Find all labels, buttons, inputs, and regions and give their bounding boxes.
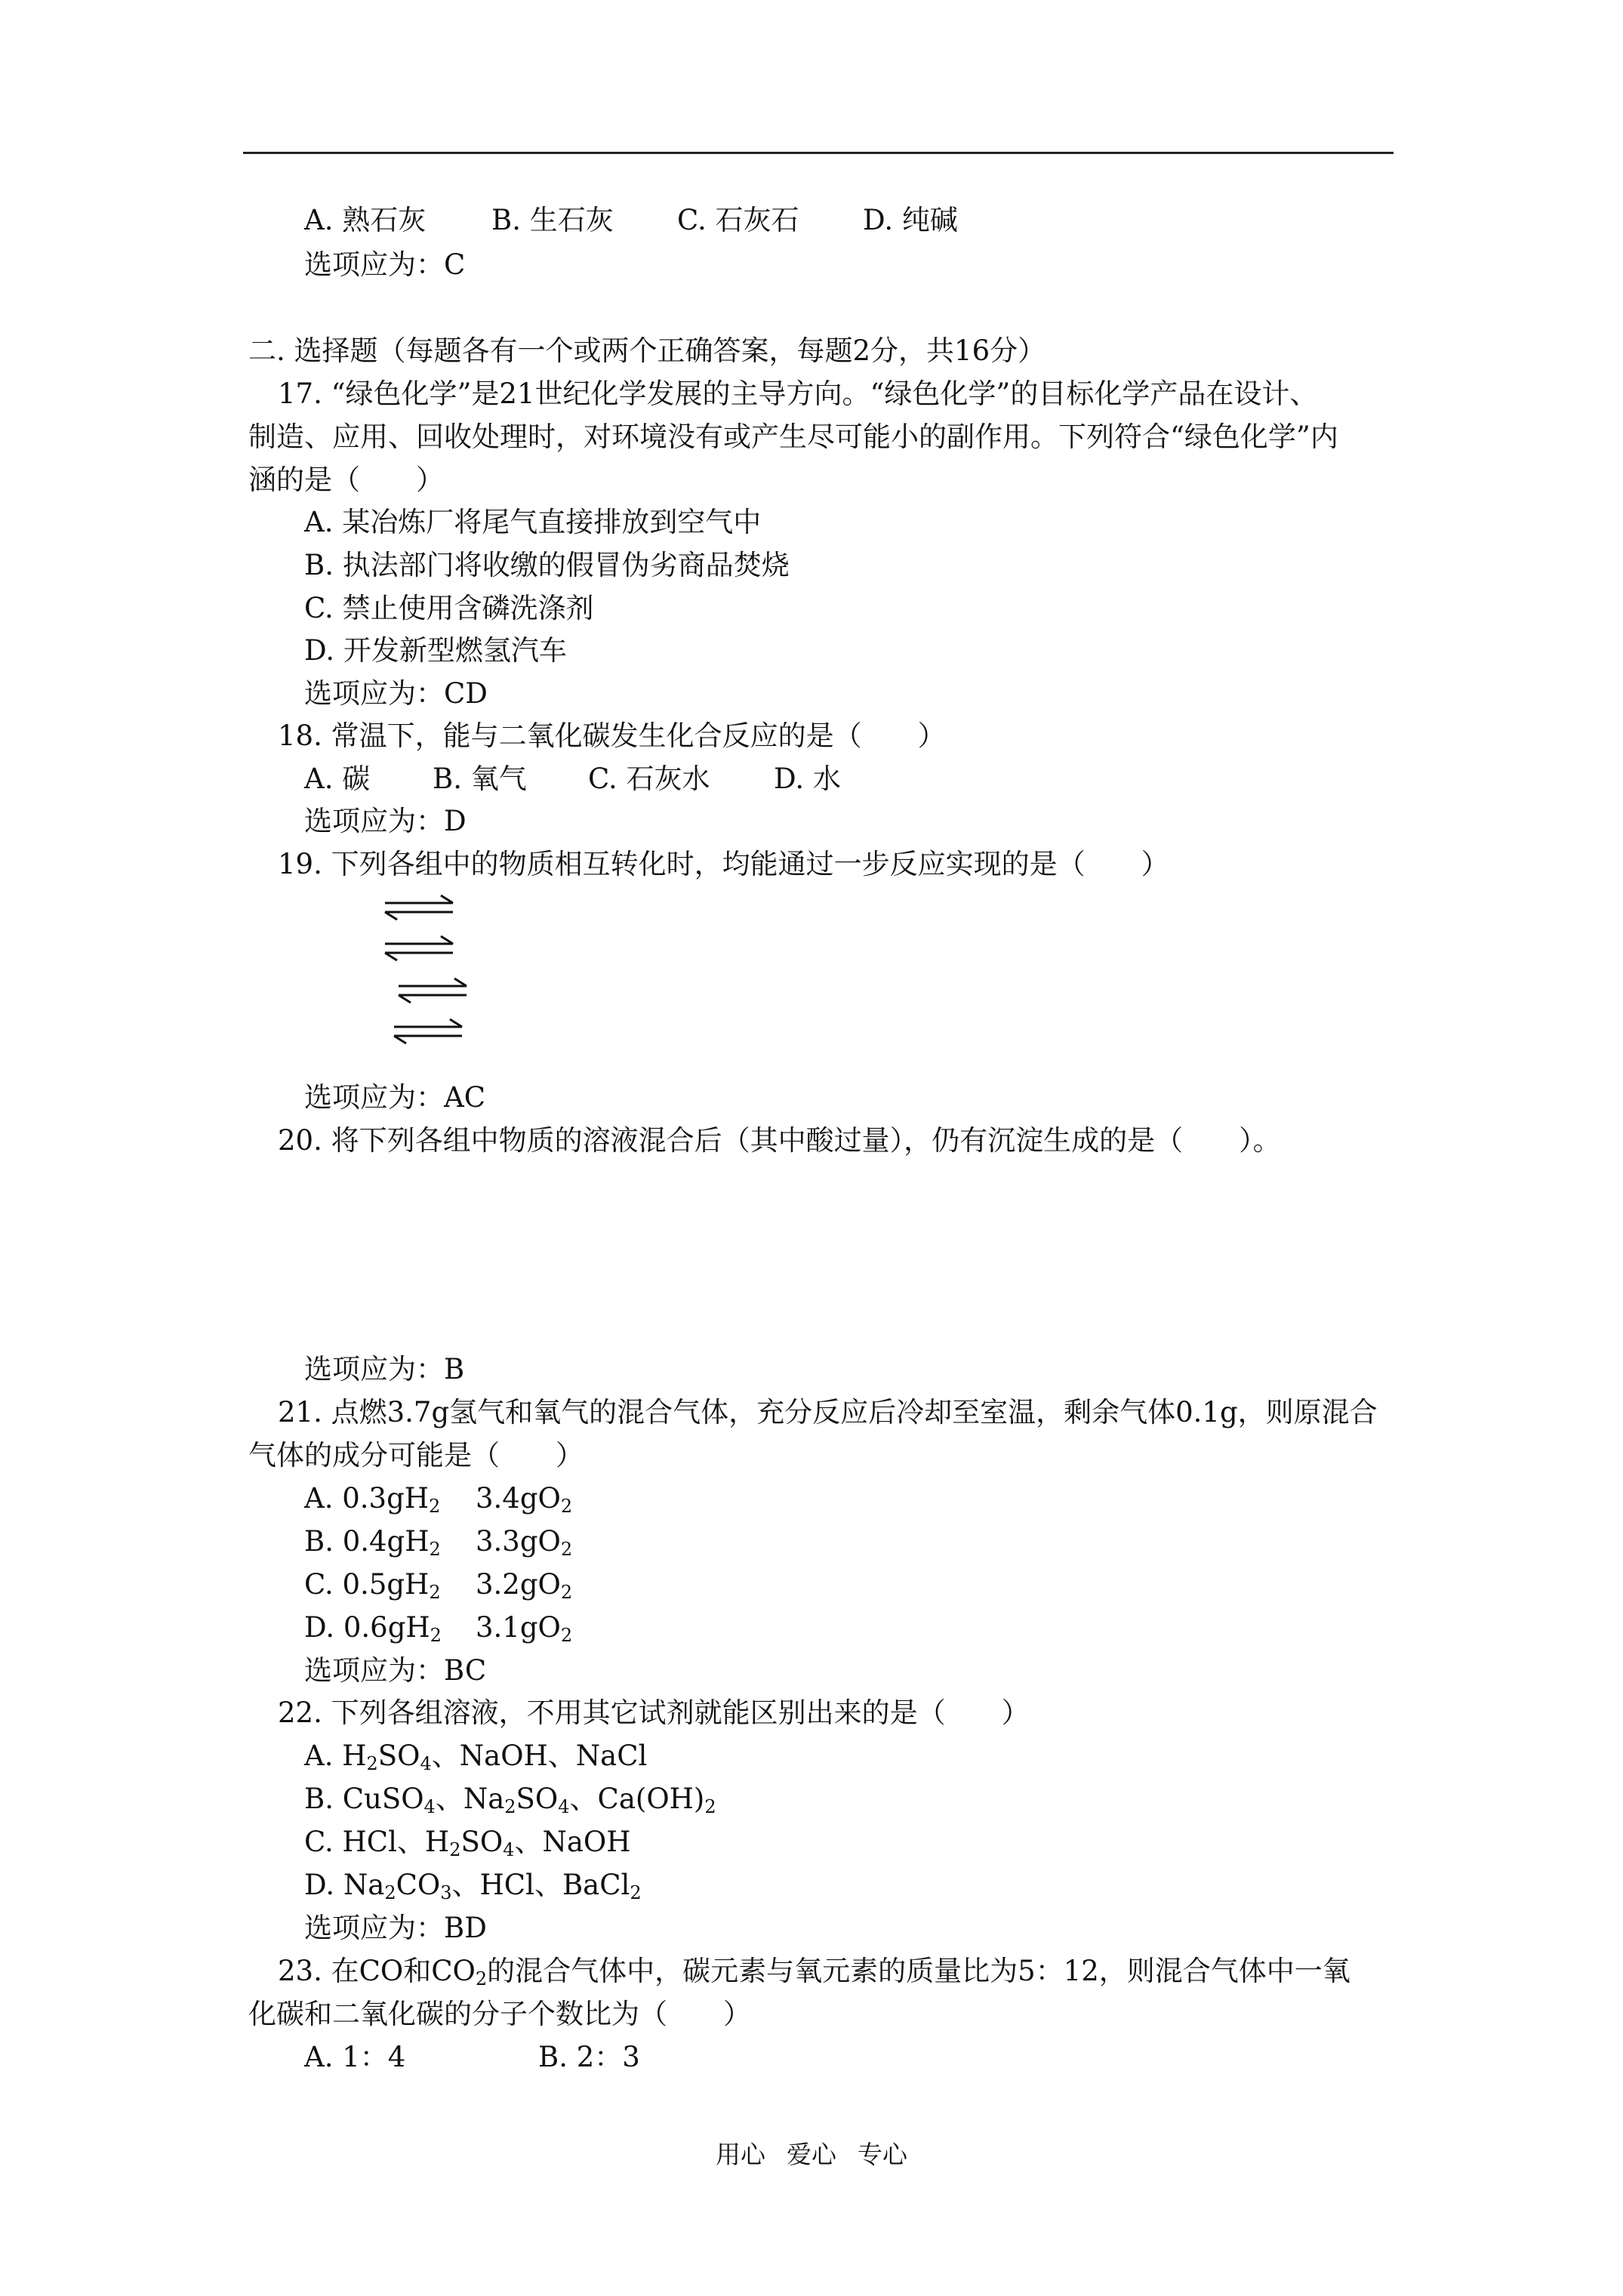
q23-stem-line1: 23. 在CO和$CO_2$的混合气体中，碳元素与氧元素的质量比为5：12，则混合气体中一氧 [278, 1955, 1350, 1989]
q23-options [304, 2041, 640, 2074]
q22-option-b: B. CuSO$_4$、$Na_2SO_4$、$Ca(OH)_2$ [304, 1783, 716, 1817]
q18-option-c: C. 石灰水 [588, 763, 710, 795]
q19-stem: 19. 下列各组中的物质相互转化时，均能通过一步反应实现的是（ ） [278, 848, 1169, 880]
q16-option-b: B. 生石灰 [491, 204, 614, 236]
equilibrium-arrow-4 [394, 1019, 462, 1043]
q18-option-b: B. 氧气 [433, 763, 527, 795]
q17-stem-line1: 17. “绿色化学”是21世纪化学发展的主导方向。“绿色化学”的目标化学产品在设计、 [278, 378, 1318, 410]
footer-word-2: 爱心 [787, 2140, 836, 2169]
q22-answer: 选项应为：BD [304, 1912, 487, 1944]
q17-stem-line2: 制造、应用、回收处理时，对环境没有或产生尽可能小的副作用。下列符合“绿色化学”内 [248, 421, 1338, 453]
page-footer [0, 2140, 1623, 2170]
equilibrium-arrow-1 [385, 895, 453, 920]
footer-word-3: 专心 [858, 2140, 907, 2169]
q17-option-c: C. 禁止使用含磷洗涤剂 [304, 592, 594, 624]
q16-option-c: C. 石灰石 [677, 204, 799, 236]
section-heading: 二. 选择题（每题各有一个或两个正确答案，每题2分，共16分） [248, 334, 1046, 367]
q21-stem-line2: 气体的成分可能是（ ） [248, 1439, 584, 1472]
equilibrium-arrows [377, 891, 483, 1057]
q16-option-a: A. 熟石灰 [304, 204, 427, 236]
header-rule [243, 152, 1394, 154]
q21-option-c: C. $0.5gH_2$ $3.2gO_2$ [304, 1568, 573, 1603]
q20-stem: 20. 将下列各组中物质的溶液混合后（其中酸过量），仍有沉淀生成的是（ ）。 [278, 1124, 1281, 1157]
footer-word-1: 用心 [716, 2140, 765, 2169]
q16-option-d: D. 纯碱 [863, 204, 958, 236]
q16-options [304, 204, 958, 237]
q21-option-d: D. $0.6gH_2$ $3.1gO_2$ [304, 1611, 573, 1646]
q18-options [304, 763, 841, 796]
q17-option-b: B. 执法部门将收缴的假冒伪劣商品焚烧 [304, 549, 790, 581]
q16-answer: 选项应为：C [304, 248, 466, 281]
q19-answer: 选项应为：AC [304, 1081, 486, 1114]
q17-option-d: D. 开发新型燃氢汽车 [304, 634, 567, 667]
q22-stem: 22. 下列各组溶液，不用其它试剂就能区别出来的是（ ） [278, 1697, 1030, 1729]
q18-answer: 选项应为：D [304, 805, 467, 837]
q21-option-b: B. $0.4gH_2$ $3.3gO_2$ [304, 1525, 573, 1560]
q22-option-c: C. HCl、$H_2SO_4$、NaOH [304, 1826, 631, 1860]
q21-stem-line1: 21. 点燃3.7g氢气和氧气的混合气体，充分反应后冷却至室温，剩余气体0.1g，则原混合 [278, 1396, 1378, 1428]
q18-option-a: A. 碳 [304, 763, 371, 795]
equilibrium-arrow-3 [399, 978, 467, 1003]
q18-option-d: D. 水 [774, 763, 841, 795]
q22-option-a: A. $H_2SO_4$、NaOH、NaCl [304, 1740, 648, 1774]
q23-option-b: B. 2：3 [538, 2041, 640, 2073]
q23-stem-line2: 化碳和二氧化碳的分子个数比为（ ） [248, 1998, 751, 2030]
q23-option-a: A. 1：4 [304, 2041, 406, 2073]
q22-option-d: D. $Na_2CO_3$、HCl、BaCl$_2$ [304, 1869, 642, 1903]
q17-option-a: A. 某冶炼厂将尾气直接排放到空气中 [304, 506, 762, 538]
q21-option-a: A. $0.3gH_2$ $3.4gO_2$ [304, 1482, 573, 1517]
q21-answer: 选项应为：BC [304, 1654, 487, 1687]
equilibrium-arrow-2 [385, 936, 453, 960]
q20-answer: 选项应为：B [304, 1353, 465, 1385]
q17-answer: 选项应为：CD [304, 677, 488, 710]
q18-stem: 18. 常温下，能与二氧化碳发生化合反应的是（ ） [278, 720, 946, 752]
q17-stem-line3: 涵的是（ ） [248, 464, 444, 496]
